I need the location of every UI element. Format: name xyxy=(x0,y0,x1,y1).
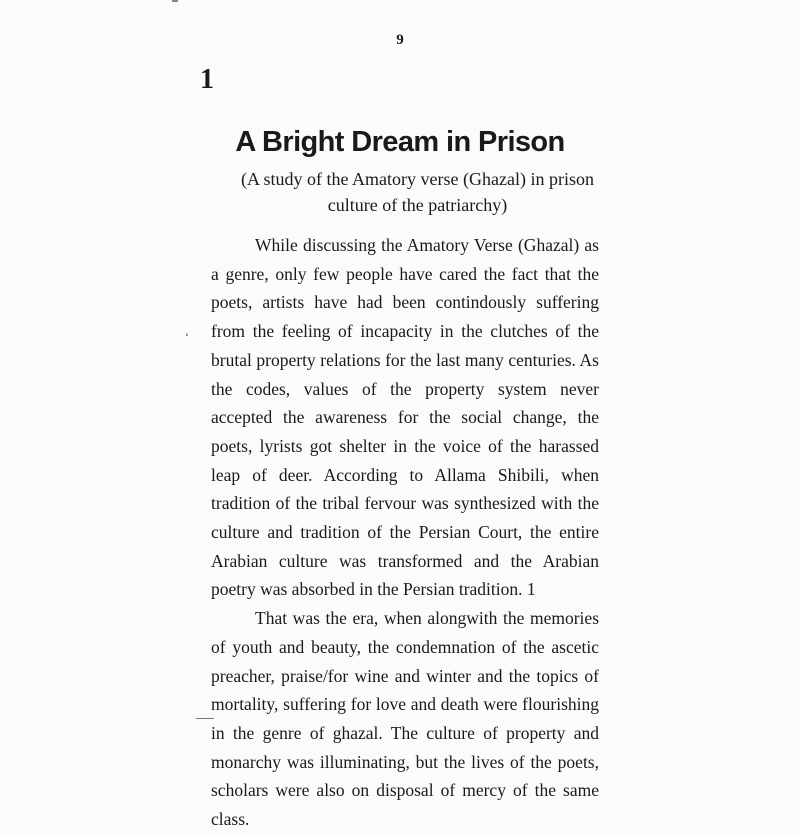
body-text xyxy=(211,231,599,834)
margin-tick-mark: ʻ xyxy=(185,330,189,344)
margin-dash-mark xyxy=(196,718,214,719)
chapter-subtitle: (A study of the Amatory verse (Ghazal) in prison culture of the patriarchy) xyxy=(241,169,594,215)
paragraph-2: That was the era, when alongwith the memories of youth and beauty, the condemnation of the ascetic preacher, praise/for wine and winter and the topics of mortality, suffering for love and death were flourishing in the genre of ghazal. The culture of property and monarchy was illuminating, but the lives of the poets, scholars were also on disposal of mercy of the same class. xyxy=(211,608,599,830)
chapter-title: A Bright Dream in Prison xyxy=(235,126,565,158)
chapter-number: 1 xyxy=(200,64,214,95)
paragraph-1: While discussing the Amatory Verse (Ghazal) as a genre, only few people have cared the fact that the poets, artists have had been contindously suffering from the feeling of incapacity in the clutches of the brutal property relations for the last many centuries. As the codes, values of the property system never accepted the awareness for the social change, the poets, lyrists got shelter in the voice of the harassed leap of deer. According to Allama Shibili, when tradition of the tribal fervour was synthesized with the culture and tradition of the Persian Court, the entire Arabian culture was transformed and the Arabian poetry was absorbed in the Persian tradition. 1 xyxy=(211,235,599,600)
page-number: 9 xyxy=(396,32,404,48)
scan-mark xyxy=(172,0,178,2)
